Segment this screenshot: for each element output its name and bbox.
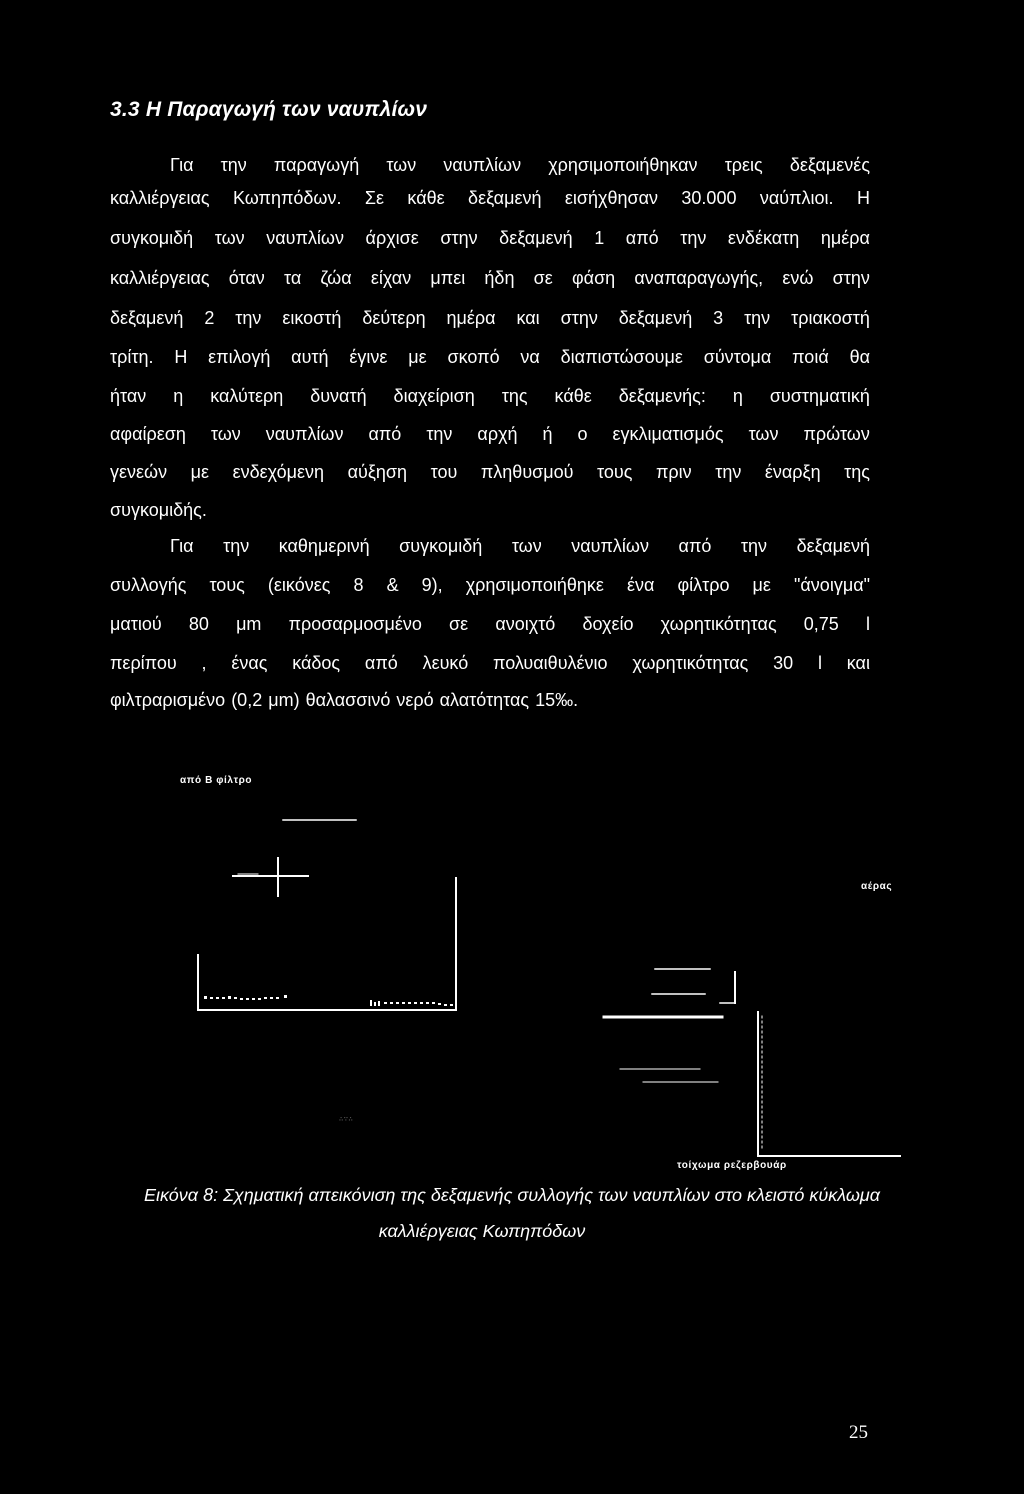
water-level-dots-left [204, 995, 287, 1000]
word: "άνοιγμα" [794, 575, 870, 595]
word: τους [209, 575, 245, 595]
word: ενδεχόμενη [232, 462, 325, 482]
word: ήδη [484, 268, 515, 288]
word: την [235, 308, 262, 328]
word: από [368, 424, 402, 444]
word: χωρητικότητας [660, 614, 777, 634]
word: συστηματική [769, 386, 870, 406]
word: τρεις [724, 155, 763, 175]
word: τους [597, 462, 633, 482]
word: 1 [594, 228, 605, 248]
word: της [844, 462, 870, 482]
word: λευκό [422, 653, 469, 673]
word: τα [283, 268, 302, 288]
word: με [190, 462, 210, 482]
word: Για [170, 155, 194, 175]
word: ναυπλίων [443, 155, 522, 175]
word: χωρητικότητας [632, 653, 749, 673]
word: περίπου [110, 653, 177, 673]
word: φιλτραρισμένο [110, 690, 226, 710]
word: Η [856, 188, 870, 208]
word: δεξαμενής: [618, 386, 706, 406]
word: των [386, 155, 417, 175]
word: 15‰. [535, 690, 579, 710]
word: κάδος [292, 653, 341, 673]
word: δεξαμενή [110, 308, 184, 328]
word: 2 [204, 308, 215, 328]
word: την [740, 536, 768, 556]
word: μπει [430, 268, 466, 288]
word: 0,75 [803, 614, 839, 634]
label-from-filter: από Β φίλτρο [180, 775, 253, 786]
word: παραγωγή [273, 155, 360, 175]
word: του [430, 462, 458, 482]
word: η [732, 386, 743, 406]
word: ναυπλίων [266, 228, 344, 248]
word: δεξαμενή [618, 308, 693, 328]
label-air: αέρας [861, 881, 893, 892]
word: της [501, 386, 528, 406]
word: αφαίρεση [110, 424, 186, 444]
word: δυνατή [310, 386, 367, 406]
word: έναρξη [764, 462, 821, 482]
word: στην [440, 228, 478, 248]
word: πληθυσμού [480, 462, 574, 482]
word: νερό [396, 690, 434, 710]
word: την [715, 462, 742, 482]
word: 30.000 [681, 188, 737, 208]
word: χρησιμοποιήθηκαν [548, 155, 698, 175]
word: αναπαραγωγής, [634, 268, 764, 288]
word: η [173, 386, 184, 406]
word: θαλασσινό [305, 690, 391, 710]
word: με [752, 575, 771, 595]
word: την [426, 424, 453, 444]
word: συγκομιδή [110, 228, 194, 248]
word: ενδέκατη [727, 228, 800, 248]
word: πριν [655, 462, 692, 482]
word: δεξαμενή [468, 188, 542, 208]
word: ματιού [110, 614, 162, 634]
word: ανοιχτό [495, 614, 556, 634]
word: τριακοστή [791, 308, 870, 328]
label-faint: ∴∵∴ [339, 1117, 354, 1123]
word: των [210, 424, 241, 444]
word: φίλτρο [677, 575, 730, 595]
word: με [408, 347, 427, 367]
word: Η [174, 347, 188, 367]
word: είχαν [370, 268, 412, 288]
figure-caption-line-1: Εικόνα 8: Σχηματική απεικόνιση της δεξαμενής συλλογής των ναυπλίων στο κλειστό κύκλωμα [144, 1185, 880, 1205]
word: 3 [713, 308, 724, 328]
word: ποιά [792, 347, 829, 367]
page-number: 25 [849, 1422, 868, 1443]
word: γενεών [110, 462, 168, 482]
word: έγινε [349, 347, 388, 367]
word: Για [170, 536, 194, 556]
word: καλλιέργειας [110, 188, 210, 208]
water-level-dots-right [370, 1000, 453, 1006]
word: τρίτη. [110, 347, 154, 367]
word: αλατότητας [439, 690, 530, 710]
word: κάθε [554, 386, 592, 406]
word: των [214, 228, 245, 248]
word: ένα [626, 575, 655, 595]
word: από [364, 653, 398, 673]
word: Κωπηπόδων. [232, 188, 342, 208]
word: προσαρμοσμένο [288, 614, 422, 634]
word: σε [533, 268, 553, 288]
word: από [678, 536, 712, 556]
word: δοχείο [582, 614, 634, 634]
word: στην [560, 308, 598, 328]
label-reservoir-wall: τοίχωμα ρεζερβουάρ [677, 1160, 787, 1171]
word: να [520, 347, 540, 367]
word: δεξαμενή [796, 536, 870, 556]
figure-caption-line-2: καλλιέργειας Κωπηπόδων [378, 1221, 586, 1241]
word: Σε [364, 188, 385, 208]
word: άρχισε [365, 228, 419, 248]
word: πρώτων [803, 424, 870, 444]
word: καλύτερη [210, 386, 284, 406]
word: l [817, 653, 822, 673]
word: την [220, 155, 247, 175]
word: πολυαιθυλένιο [493, 653, 608, 673]
word: 30 [773, 653, 794, 673]
word: ναυπλίων [265, 424, 344, 444]
word: & [386, 575, 399, 595]
word: και [516, 308, 540, 328]
word: σκοπό [447, 347, 500, 367]
word: ημέρα [446, 308, 496, 328]
word: ημέρα [820, 228, 870, 248]
word: των [748, 424, 779, 444]
word: από [625, 228, 659, 248]
word: ένας [231, 653, 268, 673]
section-heading: 3.3 Η Παραγωγή των ναυπλίων [110, 98, 428, 121]
word: εισήχθησαν [564, 188, 659, 208]
word: αύξηση [347, 462, 408, 482]
word: δεξαμενή [499, 228, 573, 248]
word: φάση [571, 268, 616, 288]
word: συγκομιδή [399, 536, 483, 556]
word: επιλογή [208, 347, 271, 367]
word: στην [832, 268, 870, 288]
word: αρχή [477, 424, 518, 444]
word: συλλογής [110, 575, 187, 595]
word: καθημερινή [278, 536, 370, 556]
word: θα [849, 347, 870, 367]
word: όταν [228, 268, 265, 288]
word: εικοστή [282, 308, 342, 328]
word: 80 [188, 614, 209, 634]
word: ναυπλίων [571, 536, 649, 556]
word: ενώ [782, 268, 814, 288]
word: κάθε [407, 188, 445, 208]
word: την [744, 308, 771, 328]
word: (εικόνες [267, 575, 331, 595]
word: μm [236, 614, 262, 634]
word: των [511, 536, 542, 556]
word: ήταν [110, 386, 147, 406]
word: αυτή [291, 347, 329, 367]
word: την [223, 536, 250, 556]
word: διαπιστώσουμε [560, 347, 683, 367]
word: χρησιμοποιήθηκε [465, 575, 604, 595]
word: l [865, 614, 870, 634]
word: 8 [353, 575, 364, 595]
word: δεξαμενές [789, 155, 870, 175]
word: ναύπλιοι. [759, 188, 834, 208]
word: σε [449, 614, 469, 634]
word: 9), [421, 575, 443, 595]
word: ή [542, 424, 553, 444]
word: καλλιέργειας [110, 268, 210, 288]
word: εγκλιματισμός [612, 424, 724, 444]
word: και [846, 653, 870, 673]
word: , [201, 653, 207, 673]
word: μm) [268, 690, 300, 710]
word: διαχείριση [393, 386, 475, 406]
word: ο [577, 424, 588, 444]
word: συγκομιδής. [110, 500, 207, 520]
word: δεύτερη [362, 308, 426, 328]
word: την [680, 228, 707, 248]
word: (0,2 [231, 690, 263, 710]
word: σύντομα [703, 347, 772, 367]
word: ζώα [320, 268, 352, 288]
